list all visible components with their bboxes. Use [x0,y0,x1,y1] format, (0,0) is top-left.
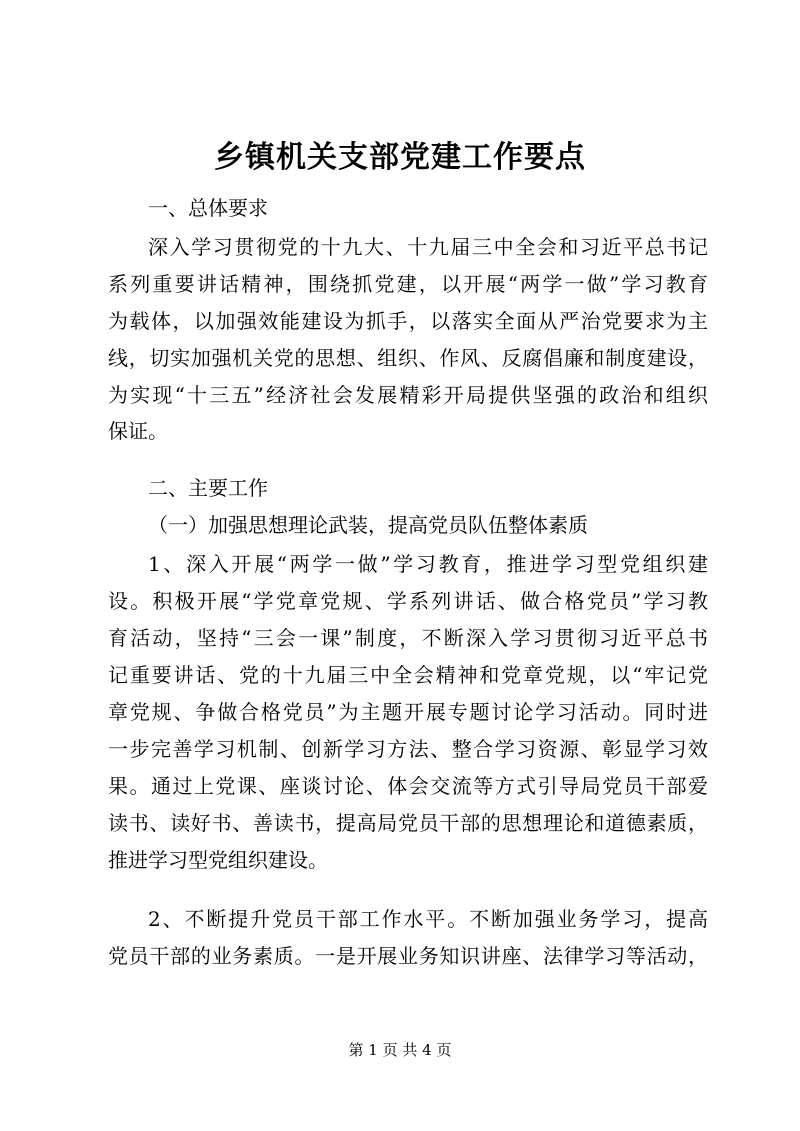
paragraph-line: 为实现“十三五”经济社会发展精彩开局提供坚强的政治和组织 [108,383,708,407]
paragraph-line: 2、不断提升党员干部工作水平。不断加强业务学习，提高 [148,907,708,931]
paragraph-line: 1、深入开展“两学一做”学习教育，推进学习型党组织建 [148,552,708,576]
paragraph-line: 读书、读好书、善读书，提高局党员干部的思想理论和道德素质， [108,811,708,835]
paragraph-line: 线，切实加强机关党的思想、组织、作风、反腐倡廉和制度建设， [108,346,708,370]
paragraph-line: 深入学习贯彻党的十九大、十九届三中全会和习近平总书记 [148,235,708,259]
section-heading: 一、总体要求 [148,196,268,220]
paragraph-line: 育活动，坚持“三会一课”制度，不断深入学习贯彻习近平总书 [108,626,708,650]
paragraph-line: 为载体，以加强效能建设为抓手，以落实全面从严治党要求为主 [108,309,708,333]
paragraph-line: 保证。 [108,419,168,443]
paragraph-line: 记重要讲话、党的十九届三中全会精神和党章党规，以“牢记党 [108,663,708,687]
section-heading: 二、主要工作 [148,476,268,500]
paragraph-line: 系列重要讲话精神，围绕抓党建，以开展“两学一做”学习教育 [108,272,708,296]
paragraph-line: 章党规、争做合格党员”为主题开展专题讨论学习活动。同时进 [108,700,708,724]
paragraph-line: 党员干部的业务素质。一是开展业务知识讲座、法律学习等活动， [108,944,708,968]
paragraph-line: 一步完善学习机制、创新学习方法、整合学习资源、彰显学习效 [108,737,708,761]
paragraph-line: 果。通过上党课、座谈讨论、体会交流等方式引导局党员干部爱 [108,774,708,798]
paragraph-line: 推进学习型党组织建设。 [108,848,328,872]
paragraph-line: 设。积极开展“学党章党规、学系列讲话、做合格党员”学习教 [108,589,708,613]
document-title: 乡镇机关支部党建工作要点 [214,140,586,175]
subsection-heading: （一）加强思想理论武装，提高党员队伍整体素质 [148,513,588,537]
page-number-footer: 第 1 页 共 4 页 [348,1041,452,1059]
